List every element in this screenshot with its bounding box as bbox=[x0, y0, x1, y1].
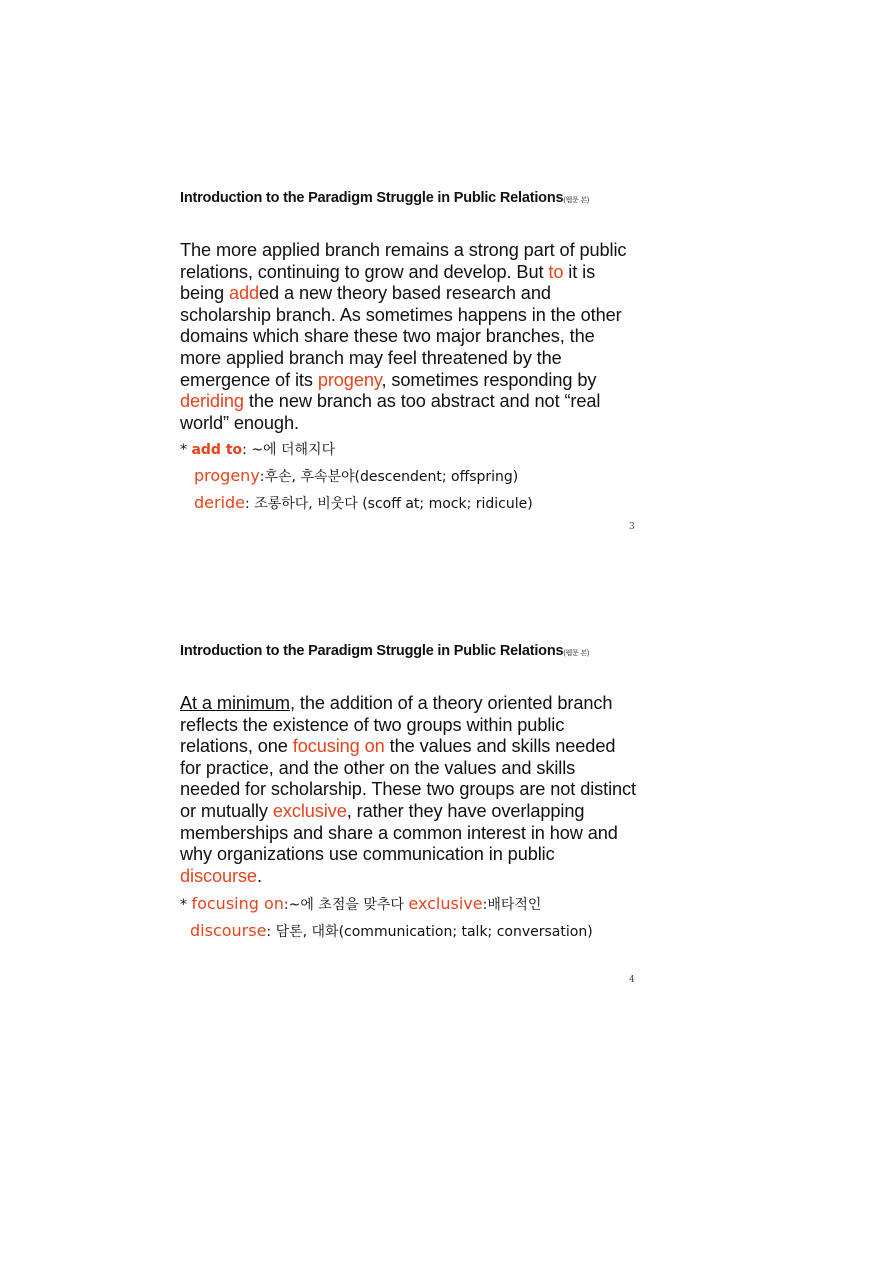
vocab-term: focusing on bbox=[191, 894, 284, 914]
slide-3 bbox=[180, 190, 640, 517]
vocab-definition: : 조롱하다, 비웃다 (scoff at; mock; ridicule) bbox=[245, 496, 533, 513]
slide-title bbox=[180, 190, 640, 206]
vocab-line-focusing-on: * focusing on:~에 초점을 맞추다 exclusive:배타적인 bbox=[180, 894, 542, 914]
slide-title bbox=[180, 643, 640, 659]
highlight-add: add bbox=[228, 283, 260, 304]
vocab-definition: : 담론, 대화(communication; talk; conversation) bbox=[266, 924, 593, 941]
vocab-line-discourse bbox=[180, 918, 640, 945]
vocab-term: deride bbox=[194, 493, 246, 513]
vocab-definition: :후손, 후속분야(descendent; offspring) bbox=[259, 469, 519, 486]
page-number: 3 bbox=[629, 522, 635, 532]
vocab-definition: :~에 초점을 맞추다 bbox=[283, 897, 409, 914]
highlight-focusing-on: focusing on bbox=[292, 736, 385, 757]
highlight-to: to bbox=[548, 261, 564, 282]
highlight-progeny: progeny bbox=[317, 369, 382, 390]
slide-paragraph: At a minimum, the addition of a theory oriented branch reflects the existence of two groups within public relations, one focusing on the values and skills needed for practice, and the other on the values and skills needed for scholarship. These two groups are not distinct or mutually exclusive, rather they have overlapping memberships and share a common interest in how and why organizations use communication in public discourse. bbox=[180, 693, 636, 886]
vocab-line-deride bbox=[180, 490, 640, 517]
vocab-notes bbox=[180, 891, 640, 945]
vocab-definition: : ~에 더해지다 bbox=[242, 442, 336, 459]
vocab-line-add-to: * add to: ~에 더해지다 bbox=[180, 442, 336, 459]
slide-title-text: Introduction to the Paradigm Struggle in Public Relations bbox=[180, 190, 564, 206]
underlined-phrase: At a minimum bbox=[180, 693, 290, 713]
vocab-definition: :배타적인 bbox=[482, 897, 542, 914]
vocab-term: discourse bbox=[190, 921, 267, 941]
slide-title-tag: (웹문 본) bbox=[563, 650, 590, 657]
slide-paragraph: The more applied branch remains a strong part of public relations, continuing to grow and develop. But to it is being added a new theory based research and scholarship branch. As sometimes happens in the other domains which share these two major branches, the more applied branch may feel threatened by the emergence of its progeny, sometimes responding by deriding the new branch as too abstract and not “real world” enough. bbox=[180, 240, 627, 433]
highlight-exclusive: exclusive bbox=[272, 800, 347, 821]
page-number: 4 bbox=[629, 975, 635, 985]
vocab-line-progeny bbox=[180, 463, 640, 490]
slide-4 bbox=[180, 643, 640, 945]
vocab-notes bbox=[180, 438, 640, 517]
slide-title-tag: (웹문 본) bbox=[563, 197, 590, 204]
vocab-term: add to bbox=[191, 442, 243, 459]
vocab-term: exclusive bbox=[408, 894, 483, 914]
highlight-discourse: discourse bbox=[180, 865, 257, 886]
highlight-deriding: deriding bbox=[180, 391, 244, 412]
vocab-term: progeny bbox=[194, 466, 260, 486]
slide-title-text: Introduction to the Paradigm Struggle in Public Relations bbox=[180, 643, 564, 659]
